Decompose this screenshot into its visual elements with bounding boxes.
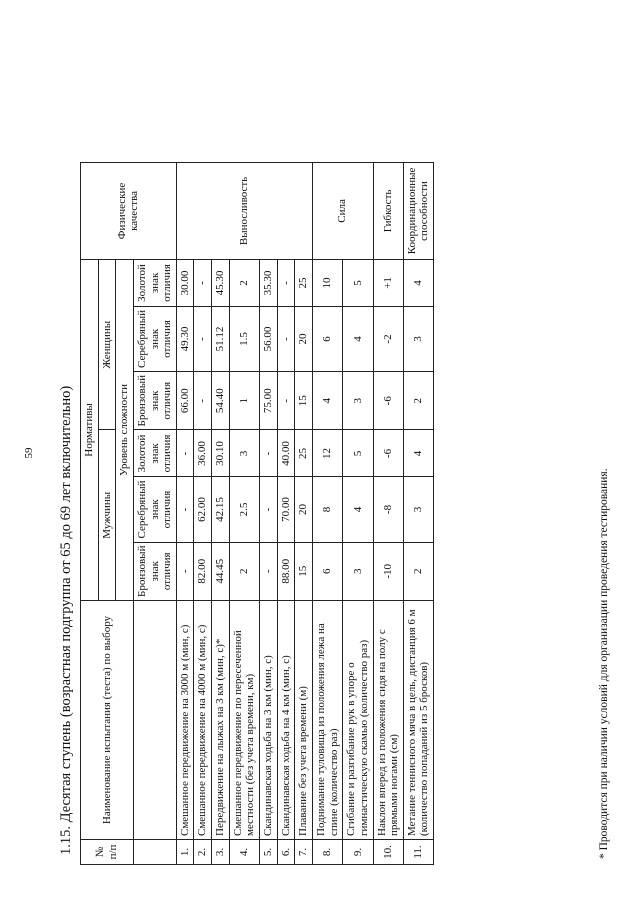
row-number: 2. [194, 840, 212, 865]
value-cell: 3 [403, 306, 433, 371]
value-cell: - [194, 372, 212, 430]
value-cell: -2 [373, 306, 403, 371]
value-cell: 4 [403, 259, 433, 306]
table-row [176, 162, 194, 864]
value-cell: 20 [295, 306, 313, 371]
header-men: Мужчины [98, 430, 116, 601]
table-row [312, 162, 342, 864]
quality-endurance: Выносливость [176, 162, 312, 259]
value-cell: 36.00 [194, 430, 212, 477]
value-cell: 5 [343, 430, 373, 477]
value-cell: 2.5 [229, 477, 259, 542]
value-cell: 25 [295, 430, 313, 477]
test-name: Поднимание туловища из положения лежа на спине (количество раз) [312, 601, 342, 840]
value-cell: -6 [373, 372, 403, 430]
table-row [295, 162, 313, 864]
value-cell: 10 [312, 259, 342, 306]
value-cell: 4 [343, 477, 373, 542]
value-cell: 4 [312, 372, 342, 430]
test-name: Смешанное передвижение на 4000 м (мин, с) [194, 601, 212, 840]
table-row [403, 162, 433, 864]
value-cell: 82.00 [194, 542, 212, 600]
value-cell: 6 [312, 306, 342, 371]
value-cell: 75.00 [260, 372, 278, 430]
test-name: Смешанное передвижение по пересеченной местности (без учета времени, км) [229, 601, 259, 840]
row-number: 10. [373, 840, 403, 865]
header-gold-women: Золотой знак отличия [133, 259, 176, 306]
value-cell: - [176, 430, 194, 477]
value-cell: 6 [312, 542, 342, 600]
test-name: Скандинавская ходьба на 4 км (мин, с) [277, 601, 295, 840]
page-number: 59 [23, 447, 35, 459]
value-cell: 42.15 [212, 477, 230, 542]
value-cell: - [277, 259, 295, 306]
value-cell: 12 [312, 430, 342, 477]
table-row [212, 162, 230, 864]
header-bronze-women: Бронзовый знак отличия [133, 372, 176, 430]
value-cell: 2 [229, 259, 259, 306]
value-cell: - [277, 372, 295, 430]
row-number: 3. [212, 840, 230, 865]
norms-table [80, 162, 434, 865]
header-empty-1 [133, 840, 176, 865]
value-cell: - [277, 306, 295, 371]
row-number: 6. [277, 840, 295, 865]
value-cell: 66.00 [176, 372, 194, 430]
table-row [194, 162, 212, 864]
row-number: 8. [312, 840, 342, 865]
section-heading: 1.15. Десятая ступень (возрастная подгруппа от 65 до 69 лет включительно) [58, 385, 74, 855]
value-cell: 70.00 [277, 477, 295, 542]
value-cell: 2 [229, 542, 259, 600]
table-row [229, 162, 259, 864]
value-cell: 56.00 [260, 306, 278, 371]
value-cell: 30.00 [176, 259, 194, 306]
value-cell: 3 [343, 372, 373, 430]
value-cell: 20 [295, 477, 313, 542]
header-name: Наименование испытания (теста) по выбору [81, 601, 134, 840]
value-cell: -10 [373, 542, 403, 600]
row-number: 4. [229, 840, 259, 865]
header-level: Уровень сложности [116, 259, 134, 600]
value-cell: 54.40 [212, 372, 230, 430]
header-silver-men: Серебряный знак отличия [133, 477, 176, 542]
value-cell: 88.00 [277, 542, 295, 600]
row-number: 7. [295, 840, 313, 865]
rotated-page [18, 0, 638, 893]
value-cell: - [260, 542, 278, 600]
test-name: Смешанное передвижение на 3000 м (мин, с) [176, 601, 194, 840]
header-num: № п/п [81, 840, 134, 865]
value-cell: 1.5 [229, 306, 259, 371]
value-cell: -8 [373, 477, 403, 542]
value-cell: - [260, 430, 278, 477]
table-row [343, 162, 373, 864]
footnote: * Проводится при наличии условий для организации проведения тестирования. [598, 468, 610, 859]
value-cell: 3 [343, 542, 373, 600]
value-cell: 4 [403, 430, 433, 477]
row-number: 11. [403, 840, 433, 865]
test-name: Плавание без учета времени (м) [295, 601, 313, 840]
row-number: 9. [343, 840, 373, 865]
quality-flexibility: Гибкость [373, 162, 403, 259]
value-cell: 15 [295, 372, 313, 430]
value-cell: 45.30 [212, 259, 230, 306]
test-name: Скандинавская ходьба на 3 км (мин, с) [260, 601, 278, 840]
value-cell: 3 [403, 477, 433, 542]
value-cell: 40.00 [277, 430, 295, 477]
value-cell: - [194, 306, 212, 371]
quality-strength: Сила [312, 162, 373, 259]
value-cell: 2 [403, 372, 433, 430]
header-women: Женщины [98, 259, 116, 430]
value-cell: 49.30 [176, 306, 194, 371]
value-cell: +1 [373, 259, 403, 306]
value-cell: - [176, 542, 194, 600]
test-name: Сгибание и разгибание рук в упоре о гимнастическую скамью (количество раз) [343, 601, 373, 840]
value-cell: 8 [312, 477, 342, 542]
value-cell: 4 [343, 306, 373, 371]
header-bronze-men: Бронзовый знак отличия [133, 542, 176, 600]
value-cell: 1 [229, 372, 259, 430]
value-cell: 62.00 [194, 477, 212, 542]
value-cell: 2 [403, 542, 433, 600]
value-cell: 15 [295, 542, 313, 600]
test-name: Наклон вперед из положения сидя на полу с прямыми ногами (см) [373, 601, 403, 840]
table-body [176, 162, 433, 864]
value-cell: 30.10 [212, 430, 230, 477]
header-silver-women: Серебряный знак отличия [133, 306, 176, 371]
row-number: 5. [260, 840, 278, 865]
header-norms: Нормативы [81, 259, 99, 600]
header-qualities: Физические качества [81, 162, 177, 259]
value-cell: 51.12 [212, 306, 230, 371]
value-cell: - [260, 477, 278, 542]
row-number: 1. [176, 840, 194, 865]
header-empty-2 [133, 601, 176, 840]
table-row [277, 162, 295, 864]
test-name: Передвижение на лыжах на 3 км (мин, с)* [212, 601, 230, 840]
value-cell: 44.45 [212, 542, 230, 600]
value-cell: 5 [343, 259, 373, 306]
value-cell: -6 [373, 430, 403, 477]
table-row [260, 162, 278, 864]
value-cell: 35.30 [260, 259, 278, 306]
quality-coordination: Координационные способности [403, 162, 433, 259]
header-gold-men: Золотой знак отличия [133, 430, 176, 477]
table-row [373, 162, 403, 864]
value-cell: 25 [295, 259, 313, 306]
value-cell: - [176, 477, 194, 542]
value-cell: - [194, 259, 212, 306]
value-cell: 3 [229, 430, 259, 477]
test-name: Метание теннисного мяча в цель, дистанция 6 м (количество попаданий из 5 бросков) [403, 601, 433, 840]
